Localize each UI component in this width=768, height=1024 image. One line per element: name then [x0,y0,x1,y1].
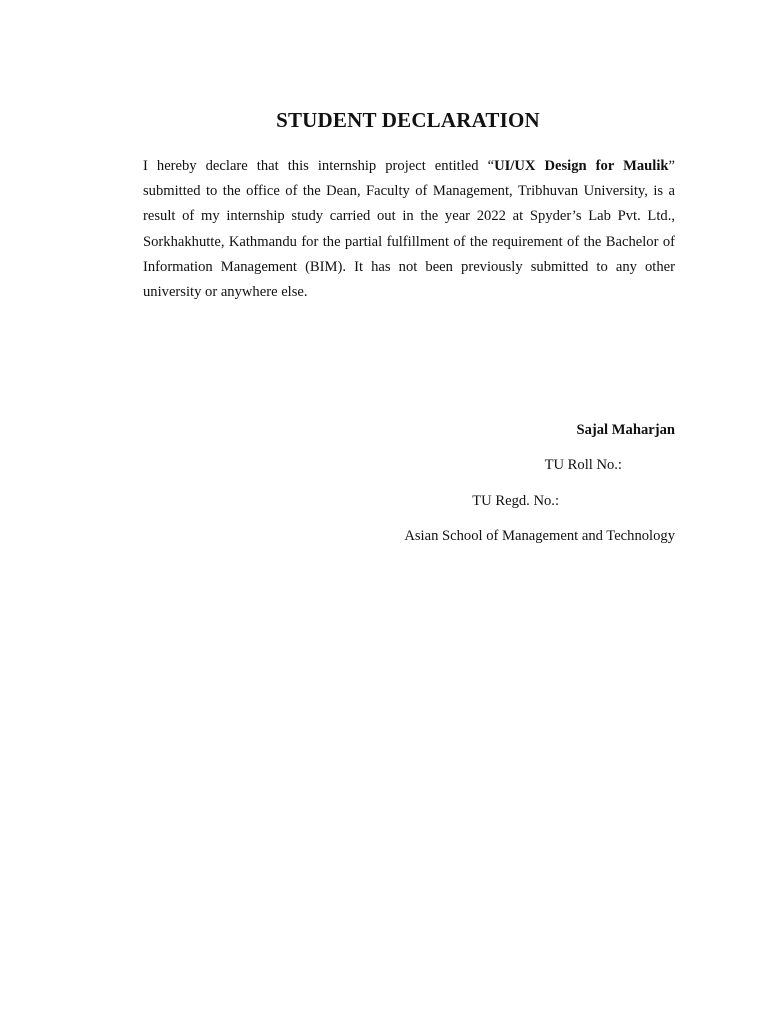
declaration-paragraph [143,154,675,305]
declaration-text-rest: ” submitted to the office of the Dean, Faculty of Management, Tribhuvan University, is a result of my internship study carried out in the year 2022 at Spyder’s Lab Pvt. Ltd., Sorkhakhutte, Kathmandu for the partial fulfillment of the requirement of the Bachelor of Information Management (BIM). It has not been previously submitted to any other university or anywhere else. [143,158,675,301]
page-title: STUDENT DECLARATION [276,108,540,132]
tu-roll-label: TU Roll No.: [544,457,622,473]
declaration-text-intro: I hereby declare that this internship project entitled “ [143,158,495,174]
student-name: Sajal Maharjan [576,422,675,438]
institution-name: Asian School of Management and Technology [404,528,675,544]
tu-regd-label: TU Regd. No.: [472,493,559,509]
project-title: UI/UX Design for Maulik [494,158,669,174]
